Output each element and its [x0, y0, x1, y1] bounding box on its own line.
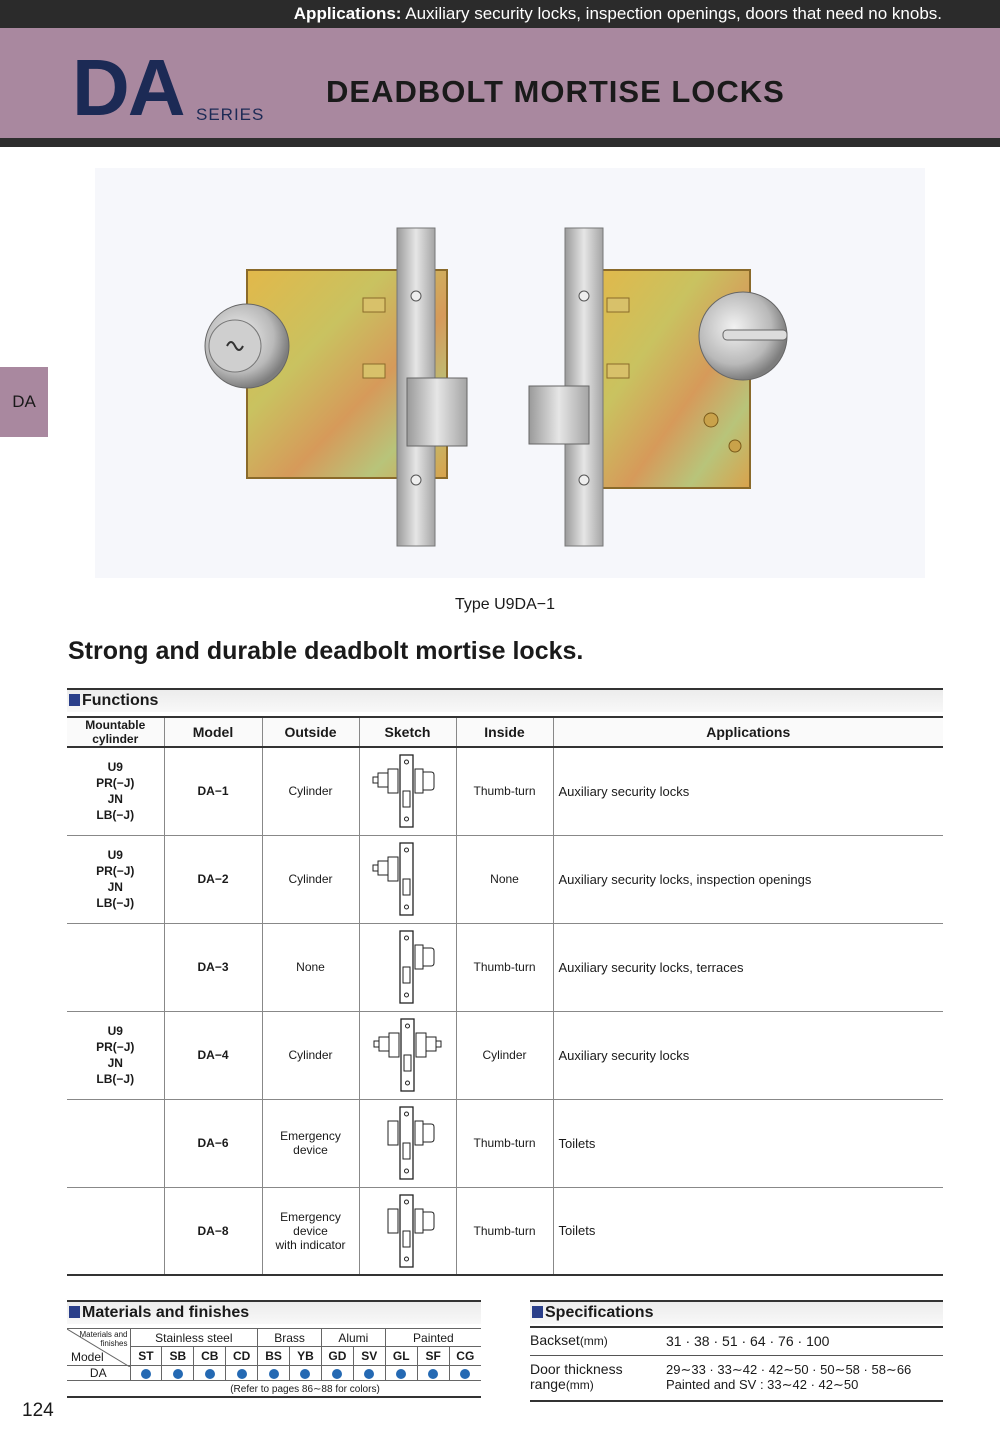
backset-label — [530, 1332, 608, 1348]
cylinder-cell — [67, 1187, 164, 1275]
code-st: ST — [130, 1347, 162, 1366]
square-bullet-icon — [532, 1306, 543, 1318]
cylinder-jn: JN — [107, 1056, 123, 1070]
code-bs: BS — [258, 1347, 290, 1366]
finish-available — [290, 1366, 322, 1381]
model-cell: DA−3 — [164, 923, 262, 1011]
cylinder-u9: U9 — [107, 1024, 123, 1038]
outside-line-1: Emergency device — [280, 1209, 341, 1238]
outside-cell: None — [262, 923, 359, 1011]
code-sv: SV — [353, 1347, 385, 1366]
inside-cell: Thumb-turn — [456, 1099, 553, 1187]
applications-text — [294, 0, 942, 28]
finish-available — [226, 1366, 258, 1381]
side-tab[interactable]: DA — [0, 367, 48, 437]
materials-heading — [67, 1300, 481, 1324]
outside-cell — [262, 1099, 359, 1187]
sketch-cell — [359, 747, 456, 835]
code-gl: GL — [385, 1347, 417, 1366]
cylinder-pr: PR(−J) — [96, 864, 135, 878]
inside-cell: None — [456, 835, 553, 923]
code-cg: CG — [449, 1347, 481, 1366]
col-model: Model — [164, 717, 262, 747]
outside-cell — [262, 1187, 359, 1275]
lock-sketch-icon — [371, 1105, 445, 1181]
applications-label: Applications: — [293, 4, 402, 23]
materials-data-row — [67, 1366, 481, 1381]
col-applications: Applications — [553, 717, 943, 747]
outside-line-1: Emergency — [280, 1129, 341, 1143]
door-label-line-1: Door thickness — [530, 1361, 623, 1377]
corner-top-label — [79, 1330, 127, 1348]
cylinder-cell — [67, 923, 164, 1011]
cylinder-lb: LB(−J) — [96, 1072, 135, 1086]
corner-top-line-2: finishes — [100, 1339, 128, 1348]
code-gd: GD — [321, 1347, 353, 1366]
finish-available — [417, 1366, 449, 1381]
cylinder-u9: U9 — [107, 760, 123, 775]
inside-cell: Thumb-turn — [456, 923, 553, 1011]
code-cd: CD — [226, 1347, 258, 1366]
available-dot-icon — [237, 1369, 247, 1379]
available-dot-icon — [205, 1369, 215, 1379]
cylinder-u9: U9 — [107, 848, 123, 862]
specs-heading-text: Specifications — [545, 1304, 654, 1321]
outside-cell: Cylinder — [262, 747, 359, 835]
applications-cell: Auxiliary security locks, inspection openings — [553, 835, 943, 923]
materials-corner — [67, 1329, 130, 1366]
cylinder-lb: LB(−J) — [96, 808, 135, 823]
materials-table — [67, 1328, 481, 1381]
finish-available — [162, 1366, 194, 1381]
available-dot-icon — [269, 1369, 279, 1379]
series-code: DA — [72, 43, 184, 132]
specs-mid-rule — [530, 1355, 943, 1356]
available-dot-icon — [364, 1369, 374, 1379]
functions-header-row — [67, 717, 943, 747]
table-row — [67, 1187, 943, 1275]
cylinder-cell — [67, 835, 164, 923]
series-word: SERIES — [196, 105, 265, 124]
finish-available — [385, 1366, 417, 1381]
backset-unit: (mm) — [579, 1334, 608, 1348]
applications-bar — [0, 0, 1000, 28]
backset-value: 31 · 38 · 51 · 64 · 76 · 100 — [666, 1333, 830, 1349]
applications-cell: Auxiliary security locks — [553, 747, 943, 835]
tagline: Strong and durable deadbolt mortise locks. — [68, 637, 584, 665]
functions-heading-text: Functions — [82, 692, 159, 709]
group-stainless-steel: Stainless steel — [130, 1329, 258, 1347]
functions-table — [67, 716, 943, 1276]
product-photo — [95, 168, 925, 578]
lock-sketch-icon — [371, 929, 445, 1005]
group-painted: Painted — [385, 1329, 481, 1347]
applications-cell: Auxiliary security locks — [553, 1011, 943, 1099]
table-row — [67, 923, 943, 1011]
available-dot-icon — [332, 1369, 342, 1379]
sketch-cell — [359, 835, 456, 923]
col-mountable-cylinder: Mountable cylinder — [67, 717, 164, 747]
lock-sketch-icon — [371, 753, 445, 829]
materials-bottom-rule — [67, 1396, 481, 1398]
header-rule — [0, 138, 1000, 147]
door-value-line-2: Painted and SV : 33∼42 · 42∼50 — [666, 1377, 859, 1392]
col-sketch: Sketch — [359, 717, 456, 747]
materials-note: (Refer to pages 86∼88 for colors) — [230, 1384, 380, 1395]
backset-label-text: Backset — [530, 1332, 580, 1348]
corner-bottom-label: Model — [71, 1350, 104, 1364]
cylinder-cell — [67, 747, 164, 835]
lock-sketch-icon — [371, 1193, 445, 1269]
outside-cell: Cylinder — [262, 1011, 359, 1099]
door-label-line-2: range — [530, 1376, 566, 1392]
finish-available — [449, 1366, 481, 1381]
group-brass: Brass — [258, 1329, 322, 1347]
code-cb: CB — [194, 1347, 226, 1366]
cylinder-jn: JN — [107, 792, 123, 807]
code-sf: SF — [417, 1347, 449, 1366]
code-yb: YB — [290, 1347, 322, 1366]
outside-line-2: device — [293, 1143, 328, 1157]
outside-line-2: with indicator — [275, 1237, 346, 1252]
inside-cell: Thumb-turn — [456, 1187, 553, 1275]
available-dot-icon — [428, 1369, 438, 1379]
applications-cell: Toilets — [553, 1187, 943, 1275]
specs-heading — [530, 1300, 943, 1324]
code-sb: SB — [162, 1347, 194, 1366]
inside-cell: Cylinder — [456, 1011, 553, 1099]
lock-sketch-icon — [370, 1017, 446, 1093]
model-cell: DA−8 — [164, 1187, 262, 1275]
materials-model: DA — [67, 1366, 130, 1381]
table-row — [67, 1099, 943, 1187]
corner-top-line-1: Materials and — [79, 1330, 128, 1339]
sketch-cell — [359, 1187, 456, 1275]
lock-sketch-icon — [371, 841, 445, 917]
page-title: DEADBOLT MORTISE LOCKS — [326, 74, 785, 109]
series-header — [0, 28, 1000, 138]
applications-cell: Auxiliary security locks, terraces — [553, 923, 943, 1011]
available-dot-icon — [141, 1369, 151, 1379]
specs-bottom-rule — [530, 1400, 943, 1402]
available-dot-icon — [396, 1369, 406, 1379]
cylinder-pr: PR(−J) — [96, 1040, 135, 1054]
square-bullet-icon — [69, 1306, 80, 1318]
col-outside: Outside — [262, 717, 359, 747]
materials-heading-text: Materials and finishes — [82, 1304, 250, 1321]
cylinder-pr: PR(−J) — [96, 776, 135, 791]
door-thickness-label — [530, 1362, 623, 1393]
finish-available — [321, 1366, 353, 1381]
available-dot-icon — [300, 1369, 310, 1379]
functions-heading — [67, 688, 943, 712]
inside-cell: Thumb-turn — [456, 747, 553, 835]
model-cell: DA−2 — [164, 835, 262, 923]
applications-cell: Toilets — [553, 1099, 943, 1187]
lock-illustration — [95, 168, 925, 578]
door-value-line-1: 29∼33 · 33∼42 · 42∼50 · 50∼58 · 58∼66 — [666, 1362, 912, 1377]
door-unit: (mm) — [565, 1378, 594, 1392]
photo-caption: Type U9DA−1 — [454, 596, 556, 613]
square-bullet-icon — [69, 694, 80, 706]
sketch-cell — [359, 1099, 456, 1187]
cylinder-cell — [67, 1099, 164, 1187]
group-alumi: Alumi — [321, 1329, 385, 1347]
page-number: 124 — [22, 1400, 54, 1421]
sketch-cell — [359, 1011, 456, 1099]
model-cell: DA−6 — [164, 1099, 262, 1187]
available-dot-icon — [460, 1369, 470, 1379]
cylinder-jn: JN — [107, 880, 123, 894]
col-inside: Inside — [456, 717, 553, 747]
cylinder-lb: LB(−J) — [96, 896, 135, 910]
available-dot-icon — [173, 1369, 183, 1379]
table-row — [67, 747, 943, 835]
finish-available — [194, 1366, 226, 1381]
cylinder-cell — [67, 1011, 164, 1099]
model-cell: DA−1 — [164, 747, 262, 835]
specs-top-rule — [530, 1326, 943, 1328]
sketch-cell — [359, 923, 456, 1011]
finish-available — [130, 1366, 162, 1381]
materials-group-row — [67, 1329, 481, 1347]
finish-available — [258, 1366, 290, 1381]
table-row — [67, 1011, 943, 1099]
door-thickness-value — [666, 1362, 911, 1392]
model-cell: DA−4 — [164, 1011, 262, 1099]
finish-available — [353, 1366, 385, 1381]
table-row — [67, 835, 943, 923]
outside-cell: Cylinder — [262, 835, 359, 923]
applications-value: Auxiliary security locks, inspection openings, doors that need no knobs. — [405, 4, 942, 23]
